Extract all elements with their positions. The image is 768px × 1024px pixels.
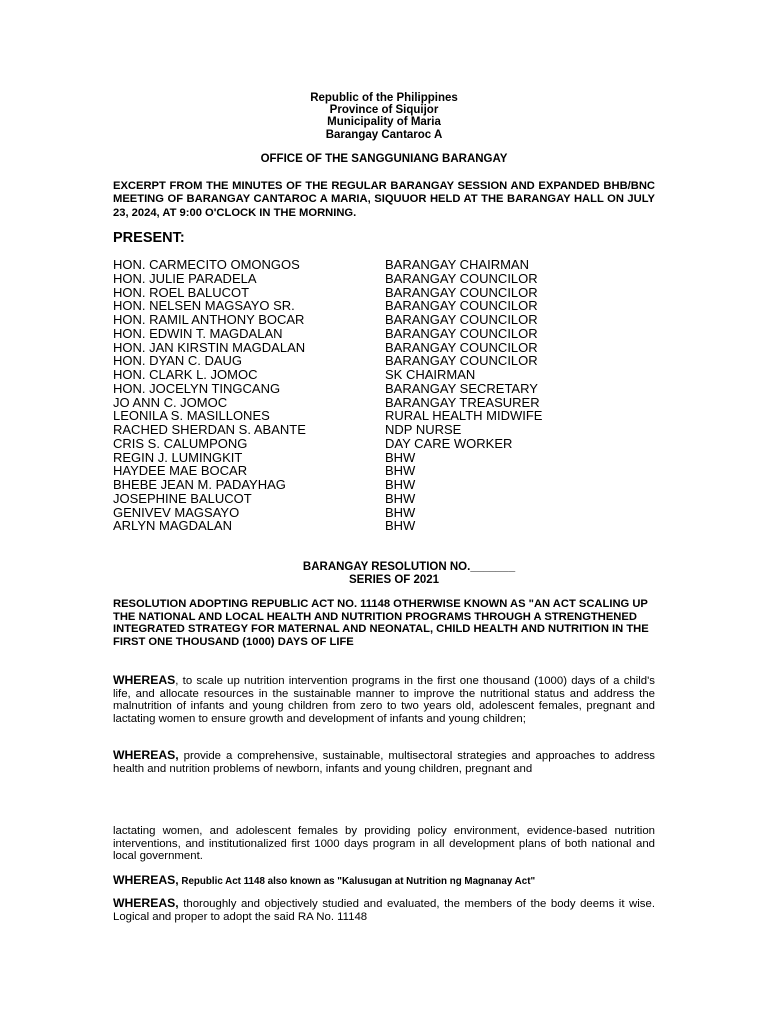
attendee-name: HON. ROEL BALUCOT [113, 284, 250, 300]
attendee-position: NDP NURSE [385, 422, 462, 437]
attendee-name: HON. NELSEN MAGSAYO SR. [113, 298, 295, 314]
attendee-row [113, 519, 673, 533]
attendee-row [113, 299, 673, 313]
attendee-name: ARLYN MAGDALAN [113, 518, 232, 534]
attendee-row [113, 409, 673, 423]
attendee-name: JO ANN C. JOMOC [113, 394, 228, 410]
whereas-label: WHEREAS, [113, 748, 179, 762]
attendee-row [113, 464, 673, 478]
attendee-position: BARANGAY CHAIRMAN [385, 257, 529, 272]
attendee-position: BARANGAY COUNCILOR [385, 298, 538, 314]
whereas-text: Republic Act 1148 also known as "Kalusugan at Nutrition ng Magnanay Act" [178, 876, 536, 887]
attendee-position: BARANGAY COUNCILOR [385, 270, 538, 286]
attendee-name: GENIVEV MAGSAYO [113, 504, 240, 520]
attendee-position: RURAL HEALTH MIDWIFE [385, 408, 543, 424]
attendee-position: BHW [385, 477, 416, 492]
present-heading: PRESENT: [113, 230, 185, 246]
whereas-paragraph-3 [113, 874, 655, 889]
attendee-position: BHW [385, 490, 416, 506]
attendee-position: BARANGAY COUNCILOR [385, 353, 538, 369]
whereas-label: WHEREAS [113, 673, 176, 687]
attendee-position: BHW [385, 504, 416, 520]
whereas-text: , to scale up nutrition intervention programs in the first one thousand (1000) days of a child's life, and allocate resources in the sustainable manner to improve the nutritional status and address the malnutrition of infants and young children from zero to two years old, adolescent females, pregnant and lactating women to ensure growth and development of infants and young children; [113, 675, 655, 725]
attendee-position: DAY CARE WORKER [385, 435, 513, 451]
excerpt-paragraph: EXCERPT FROM THE MINUTES OF THE REGULAR BARANGAY SESSION AND EXPANDED BHB/BNC MEETING OF BARANGAY CANTAROC A MARIA, SIQUUOR HELD AT THE BARANGAY HALL ON JULY 23, 2024, AT 9:00 O'CLOCK IN THE MORNING. [113, 180, 655, 219]
document-header [0, 92, 768, 141]
header-line-municipality: Municipality of Maria [327, 116, 441, 129]
resolution-title: RESOLUTION ADOPTING REPUBLIC ACT NO. 11148 OTHERWISE KNOWN AS "AN ACT SCALING UP THE NATIONAL AND LOCAL HEALTH AND NUTRITION PROGRAMS THROUGH A STRENGTHENED INTEGRATED STRATEGY FOR MATERNAL AND NEONATAL, CHILD HEALTH AND NUTRITION IN THE FIRST ONE THOUSAND (1000) DAYS OF LIFE [113, 598, 649, 648]
attendee-position: BHW [385, 518, 416, 534]
attendee-row [113, 423, 673, 437]
attendee-row [113, 382, 673, 396]
resolution-heading [0, 561, 768, 586]
attendee-row [113, 272, 673, 286]
attendee-row [113, 506, 673, 520]
attendee-position: BARANGAY COUNCILOR [385, 325, 538, 341]
resolution-number: BARANGAY RESOLUTION NO._______ [302, 561, 516, 573]
attendee-name: HON. JOCELYN TINGCANG [113, 380, 281, 396]
header-line-province: Province of Siquijor [329, 104, 439, 117]
attendee-name: HON. EDWIN T. MAGDALAN [113, 325, 283, 341]
attendee-name: HON. JAN KIRSTIN MAGDALAN [113, 339, 306, 355]
attendee-name: JOSEPHINE BALUCOT [113, 490, 252, 506]
whereas-paragraph-2 [113, 749, 655, 775]
attendee-name: HON. CLARK L. JOMOC [113, 367, 258, 382]
attendee-position: BARANGAY COUNCILOR [385, 284, 538, 300]
attendee-position: BHW [385, 449, 416, 465]
attendee-name: LEONILA S. MASILLONES [113, 408, 270, 424]
whereas-label: WHEREAS, [113, 873, 179, 887]
attendee-row [113, 327, 673, 341]
attendee-name: HON. JULIE PARADELA [113, 270, 257, 286]
attendee-position: BARANGAY COUNCILOR [385, 339, 538, 355]
attendee-row [113, 396, 673, 410]
resolution-series: SERIES OF 2021 [348, 573, 440, 586]
attendee-list [113, 258, 673, 533]
attendee-position: BARANGAY TREASURER [385, 394, 540, 410]
attendee-name: RACHED SHERDAN S. ABANTE [113, 422, 306, 437]
attendee-row [113, 258, 673, 272]
attendee-position: BHW [385, 463, 416, 479]
whereas-paragraph-1 [113, 674, 655, 725]
attendee-row [113, 451, 673, 465]
attendee-row [113, 354, 673, 368]
attendee-name: HAYDEE MAE BOCAR [113, 463, 248, 479]
attendee-name: CRIS S. CALUMPONG [113, 435, 248, 451]
header-line-republic: Republic of the Philippines [310, 92, 458, 104]
whereas-label: WHEREAS, [113, 896, 179, 910]
attendee-row [113, 492, 673, 506]
attendee-name: HON. CARMECITO OMONGOS [113, 257, 300, 272]
header-line-barangay: Barangay Cantaroc A [325, 128, 443, 141]
attendee-row [113, 368, 673, 382]
attendee-position: BARANGAY COUNCILOR [385, 312, 538, 327]
attendee-name: HON. DYAN C. DAUG [113, 353, 243, 369]
attendee-row [113, 286, 673, 300]
whereas-text: thoroughly and objectively studied and evaluated, the members of the body deems it wise. Logical and proper to adopt the said RA No. 11148 [113, 898, 655, 923]
attendee-row [113, 478, 673, 492]
office-title: OFFICE OF THE SANGGUNIANG BARANGAY [260, 153, 508, 165]
continuation-paragraph: lactating women, and adolescent females by providing policy environment, evidence-based nutrition interventions, and institutionalized first 1000 days program in all development plans of both national and local government. [113, 825, 655, 863]
attendee-row [113, 341, 673, 355]
whereas-text: provide a comprehensive, sustainable, multisectoral strategies and approaches to address health and nutrition problems of newborn, infants and young children, pregnant and [113, 750, 655, 775]
attendee-position: BARANGAY SECRETARY [385, 380, 538, 396]
attendee-row [113, 313, 673, 327]
attendee-row [113, 437, 673, 451]
attendee-position: SK CHAIRMAN [385, 367, 476, 382]
attendee-name: HON. RAMIL ANTHONY BOCAR [113, 312, 305, 327]
attendee-name: BHEBE JEAN M. PADAYHAG [113, 477, 286, 492]
attendee-name: REGIN J. LUMINGKIT [113, 449, 243, 465]
whereas-paragraph-4 [113, 897, 655, 923]
